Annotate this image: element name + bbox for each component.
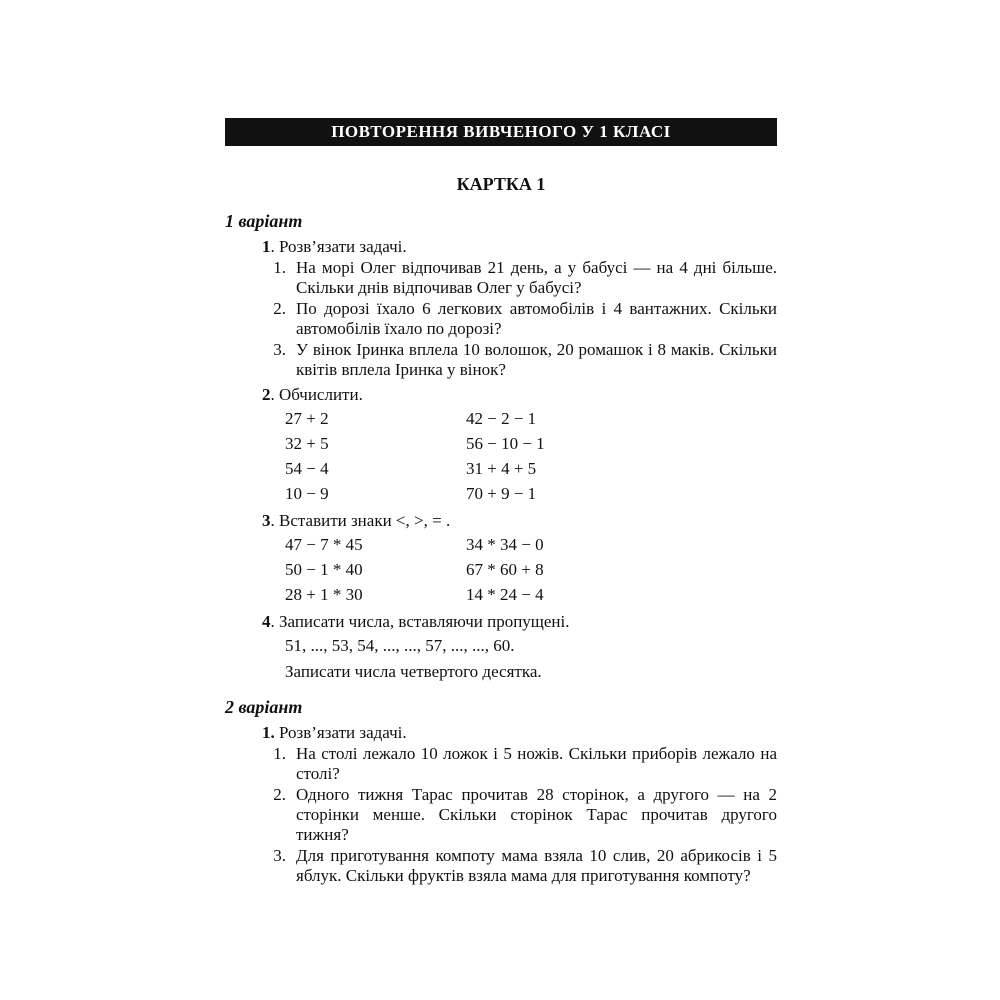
v2-task-1-heading: [262, 723, 777, 743]
v1-task-4-heading: [262, 612, 777, 632]
v1-task-3-expressions: [285, 532, 777, 607]
problem-item: [262, 340, 777, 380]
task-number: 3: [262, 511, 271, 530]
v1-task-2-expressions: [285, 406, 777, 506]
problem-item: [262, 785, 777, 845]
problem-number: 2.: [273, 785, 286, 804]
problem-text: Одного тижня Тарас прочитав 28 сторінок, а другого — на 2 сторінки менше. Скільки сторінок Тарас прочитав другого тижня?: [296, 785, 777, 844]
problem-text: На столі лежало 10 ложок і 5 ножів. Скільки приборів лежало на столі?: [296, 744, 777, 783]
expression: 31 + 4 + 5: [466, 459, 537, 478]
task-number: 4: [262, 612, 271, 631]
expression: 32 + 5: [285, 434, 329, 453]
expression: 47 − 7 * 45: [285, 535, 363, 554]
problem-text: На морі Олег відпочивав 21 день, а у бабусі — на 4 дні більше. Скільки днів відпочивав Олег у бабусі?: [296, 258, 777, 297]
problem-text: По дорозі їхало 6 легкових автомобілів і 4 вантажних. Скільки автомобілів їхало по дорозі?: [296, 299, 777, 338]
expression: 56 − 10 − 1: [466, 434, 545, 453]
task-text: . Обчислити.: [270, 385, 363, 404]
expression: 28 + 1 * 30: [285, 585, 363, 604]
task-number: 1: [262, 237, 271, 256]
expression: 14 * 24 − 4: [466, 585, 544, 604]
extra-instruction: Записати числа четвертого десятка.: [285, 662, 542, 681]
v1-task-1-heading: [262, 237, 777, 257]
task-text: . Записати числа, вставляючи пропущені.: [270, 612, 570, 631]
expression: 27 + 2: [285, 409, 329, 428]
problem-item: [262, 744, 777, 784]
task-text: . Вставити знаки <, >, = .: [270, 511, 451, 530]
task-number: 1.: [262, 723, 275, 742]
problem-number: 2.: [273, 299, 286, 318]
problem-number: 3.: [273, 340, 286, 359]
problem-text: У вінок Іринка вплела 10 волошок, 20 ромашок і 8 маків. Скільки квітів вплела Іринка у вінок?: [296, 340, 777, 379]
problem-text: Для приготування компоту мама взяла 10 слив, 20 абрикосів і 5 яблук. Скільки фруктів взяла мама для приготування компоту?: [296, 846, 777, 885]
card-title: КАРТКА 1: [456, 174, 546, 194]
v1-task-2-heading: [262, 385, 777, 405]
expression: 54 − 4: [285, 459, 329, 478]
problem-item: [262, 299, 777, 339]
task-number: 2: [262, 385, 271, 404]
expression: 70 + 9 − 1: [466, 484, 537, 503]
problem-number: 3.: [273, 846, 286, 865]
expression: 10 − 9: [285, 484, 329, 503]
worksheet-page: [225, 118, 777, 886]
expression: 42 − 2 − 1: [466, 409, 537, 428]
v1-task-1-problems: [262, 258, 777, 380]
v1-task-3-heading: [262, 511, 777, 531]
expression: 34 * 34 − 0: [466, 535, 544, 554]
v2-task-1-problems: [262, 744, 777, 886]
problem-number: 1.: [273, 744, 286, 763]
expression: 67 * 60 + 8: [466, 560, 544, 579]
number-sequence: 51, ..., 53, 54, ..., ..., 57, ..., ..., 60.: [285, 636, 515, 655]
problem-number: 1.: [273, 258, 286, 277]
expression: 50 − 1 * 40: [285, 560, 363, 579]
problem-item: [262, 846, 777, 886]
variant-1-title: 1 варіант: [225, 211, 303, 231]
section-banner: ПОВТОРЕННЯ ВИВЧЕНОГО У 1 КЛАСІ: [225, 118, 777, 146]
task-text: . Розв’язати задачі.: [270, 237, 407, 256]
problem-item: [262, 258, 777, 298]
task-text: Розв’язати задачі.: [274, 723, 407, 742]
variant-2-title: 2 варіант: [225, 697, 303, 717]
